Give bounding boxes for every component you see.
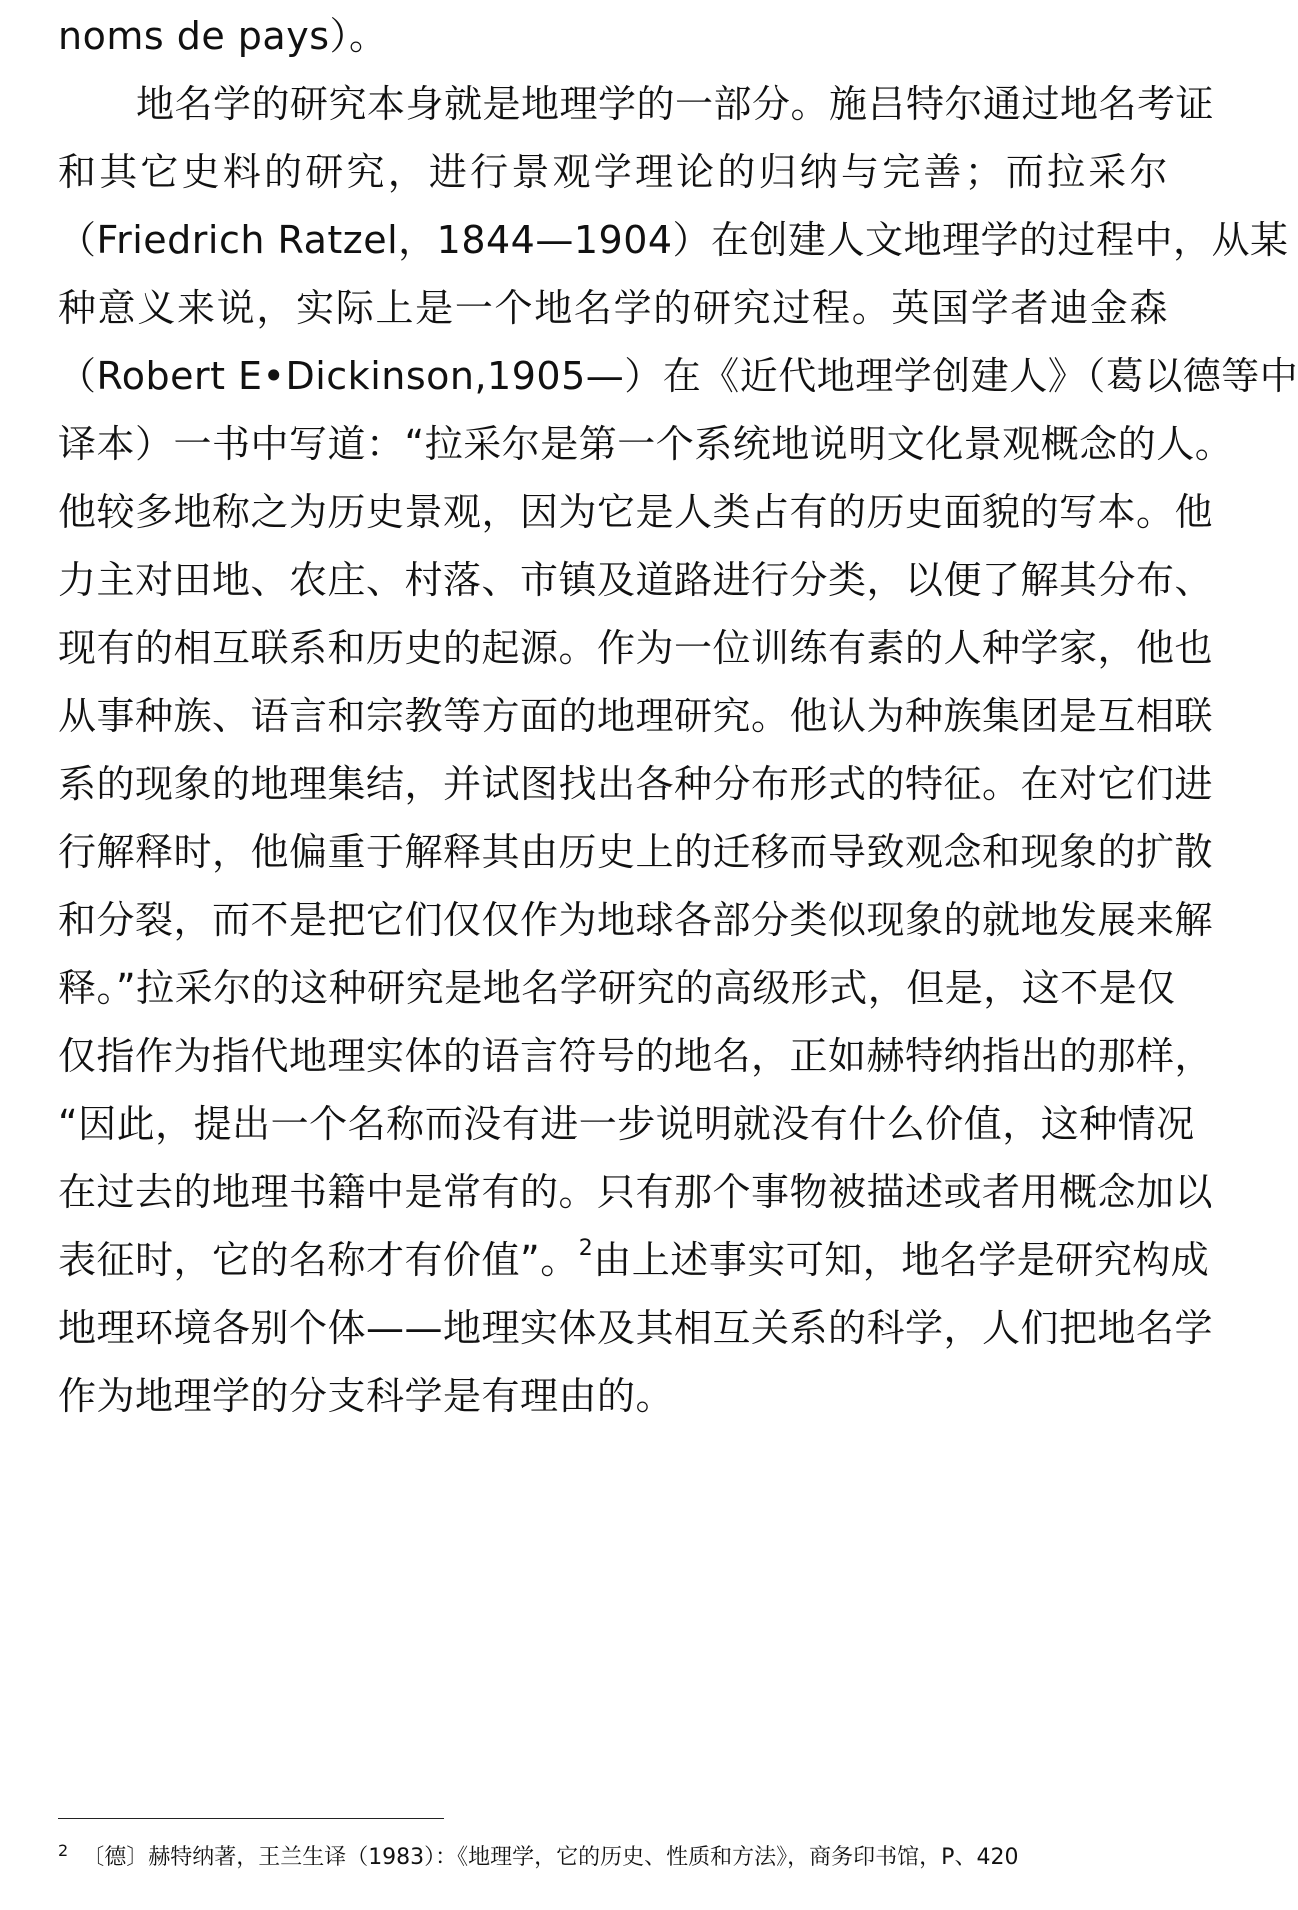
text-line: 释。”拉采尔的这种研究是地名学研究的高级形式，但是，这不是仅 (58, 966, 1176, 1010)
text-segment: 由上述事实可知，地名学是研究构成 (593, 1238, 1210, 1282)
text-segment: 表征时，它的名称才有价值”。 (58, 1238, 579, 1282)
text-line: （Robert E•Dickinson,1905—）在《近代地理学创建人》（葛以德等中 (58, 354, 1298, 398)
text-line: 现有的相互联系和历史的起源。作为一位训练有素的人种学家，他也 (58, 626, 1214, 670)
footnote-reference[interactable]: 2 (578, 1236, 594, 1262)
text-line-with-footnote-ref (58, 1232, 1210, 1288)
text-line: 系的现象的地理集结，并试图找出各种分布形式的特征。在对它们进 (58, 762, 1214, 806)
text-line: “因此，提出一个名称而没有进一步说明就没有什么价值，这种情况 (58, 1102, 1195, 1146)
text-line: noms de pays）。 (58, 14, 388, 58)
footnote-separator (58, 1818, 444, 1819)
paragraph-first-line: 地名学的研究本身就是地理学的一部分。施吕特尔通过地名考证 (136, 82, 1215, 126)
text-line: 和其它史料的研究，进行景观学理论的归纳与完善；而拉采尔 (58, 150, 1168, 194)
footnote (58, 1838, 1168, 1878)
text-line: 地理环境各别个体——地理实体及其相互关系的科学，人们把地名学 (58, 1306, 1214, 1350)
text-line: 种意义来说，实际上是一个地名学的研究过程。英国学者迪金森 (58, 286, 1168, 330)
text-line: 行解释时，他偏重于解释其由历史上的迁移而导致观念和现象的扩散 (58, 830, 1214, 874)
footnote-number: 2 (58, 1840, 69, 1860)
text-line: 译本）一书中写道：“拉采尔是第一个系统地说明文化景观概念的人。 (58, 422, 1234, 466)
text-line: （Friedrich Ratzel，1844—1904）在创建人文地理学的过程中，从某 (58, 218, 1289, 262)
text-line: 他较多地称之为历史景观，因为它是人类占有的历史面貌的写本。他 (58, 490, 1214, 534)
text-line: 从事种族、语言和宗教等方面的地理研究。他认为种族集团是互相联 (58, 694, 1214, 738)
text-line: 仅指作为指代地理实体的语言符号的地名，正如赫特纳指出的那样， (58, 1034, 1214, 1078)
paragraph-last-line: 作为地理学的分支科学是有理由的。 (58, 1374, 675, 1418)
text-line: 力主对田地、农庄、村落、市镇及道路进行分类，以便了解其分布、 (58, 558, 1214, 602)
text-line: 在过去的地理书籍中是常有的。只有那个事物被描述或者用概念加以 (58, 1170, 1214, 1214)
text-line: 和分裂，而不是把它们仅仅作为地球各部分类似现象的就地发展来解 (58, 898, 1214, 942)
footnote-text: 〔德〕赫特纳著，王兰生译（1983）：《地理学，它的历史、性质和方法》，商务印书馆，P、420 (82, 1845, 1019, 1870)
